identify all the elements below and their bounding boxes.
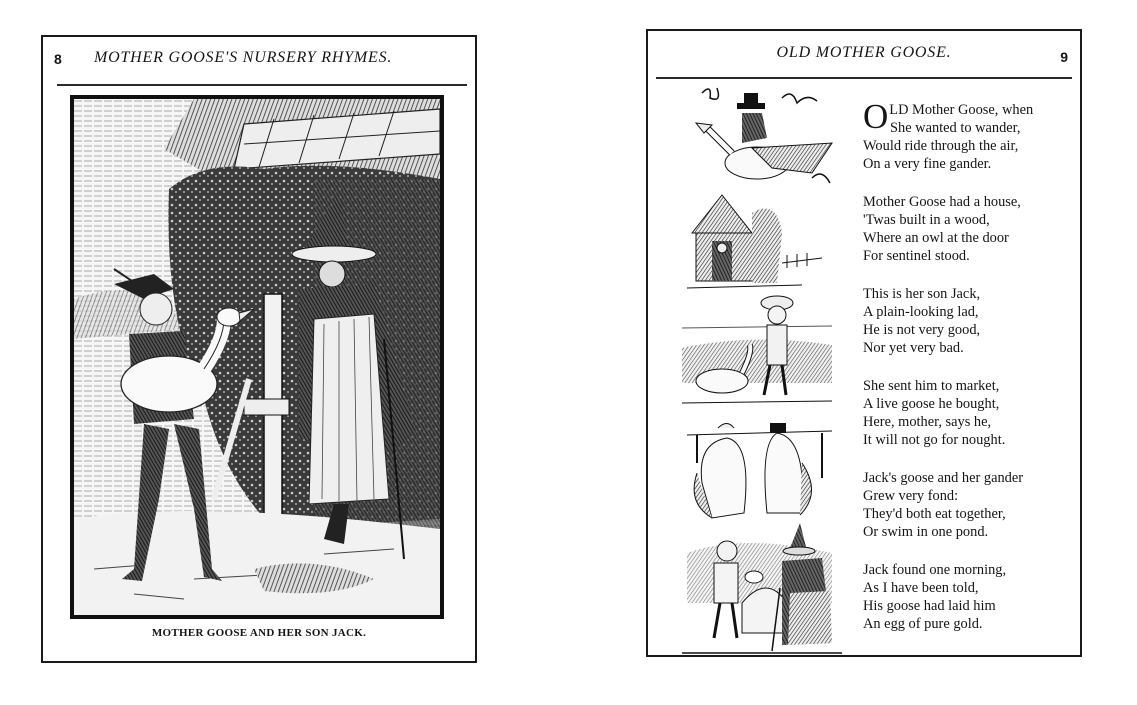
verse-line: A plain-looking lad, xyxy=(863,304,979,320)
vignette-jack-and-goose xyxy=(682,296,832,403)
verse-line: They'd both eat together, xyxy=(863,506,1006,522)
verse-line: 'Twas built in a wood, xyxy=(863,212,990,228)
vignette-flying-gander xyxy=(696,88,832,183)
verse-line: Jack found one morning, xyxy=(863,562,1007,578)
verse-line: His goose had laid him xyxy=(863,598,996,614)
engraving-illustration xyxy=(74,99,440,615)
illustration-caption: MOTHER GOOSE AND HER SON JACK. xyxy=(151,627,367,639)
verse-line: Nor yet very bad. xyxy=(863,340,964,356)
verse-line: A live goose he bought, xyxy=(863,396,1000,412)
verse-column xyxy=(863,97,1078,653)
page-number: 8 xyxy=(54,51,62,67)
vignette-house xyxy=(687,195,822,288)
verse-line: Or swim in one pond. xyxy=(863,524,989,540)
verse-line: Grew very fond: xyxy=(863,488,959,504)
running-head xyxy=(648,31,1080,81)
head-rule xyxy=(57,84,467,86)
verse-line: Mother Goose had a house, xyxy=(863,194,1021,210)
verse-line: Here, mother, says he, xyxy=(863,414,992,430)
stanza-2 xyxy=(863,193,1078,265)
engraving-mother-goose-and-jack xyxy=(70,95,444,619)
verse-line: LD Mother Goose, when xyxy=(889,102,1034,118)
verse-line: On a very fine gander. xyxy=(863,156,992,172)
verse-line: Where an owl at the door xyxy=(863,230,1009,246)
running-title: MOTHER GOOSE'S NURSERY RHYMES. xyxy=(94,49,393,66)
vignette-illustrations xyxy=(682,83,842,655)
drop-cap: O xyxy=(863,97,889,136)
page-number: 9 xyxy=(1060,49,1068,65)
running-head xyxy=(43,37,475,87)
verse-line: Would ride through the air, xyxy=(863,138,1019,154)
left-page xyxy=(41,35,477,663)
right-page xyxy=(646,29,1082,657)
verse-line: An egg of pure gold. xyxy=(863,616,983,632)
stanza-6 xyxy=(863,561,1078,633)
stanza-5 xyxy=(863,469,1078,541)
verse-line: She sent him to market, xyxy=(863,378,1000,394)
verse-line: It will not go for nought. xyxy=(863,432,1006,448)
stanza-3 xyxy=(863,285,1078,357)
vignette-goose-and-gander xyxy=(687,423,832,518)
verse-line: As I have been told, xyxy=(863,580,979,596)
verse-line: For sentinel stood. xyxy=(863,248,970,264)
vignette-golden-egg xyxy=(682,523,842,653)
stanza-1 xyxy=(863,97,1078,173)
vignette-column xyxy=(682,83,842,655)
stanza-4 xyxy=(863,377,1078,449)
running-title: OLD MOTHER GOOSE. xyxy=(776,44,952,61)
verse-line: She wanted to wander, xyxy=(890,120,1021,136)
verse-line: Jack's goose and her gander xyxy=(863,470,1024,486)
head-rule xyxy=(656,77,1072,79)
verse-line: This is her son Jack, xyxy=(863,286,981,302)
verse-line: He is not very good, xyxy=(863,322,981,338)
